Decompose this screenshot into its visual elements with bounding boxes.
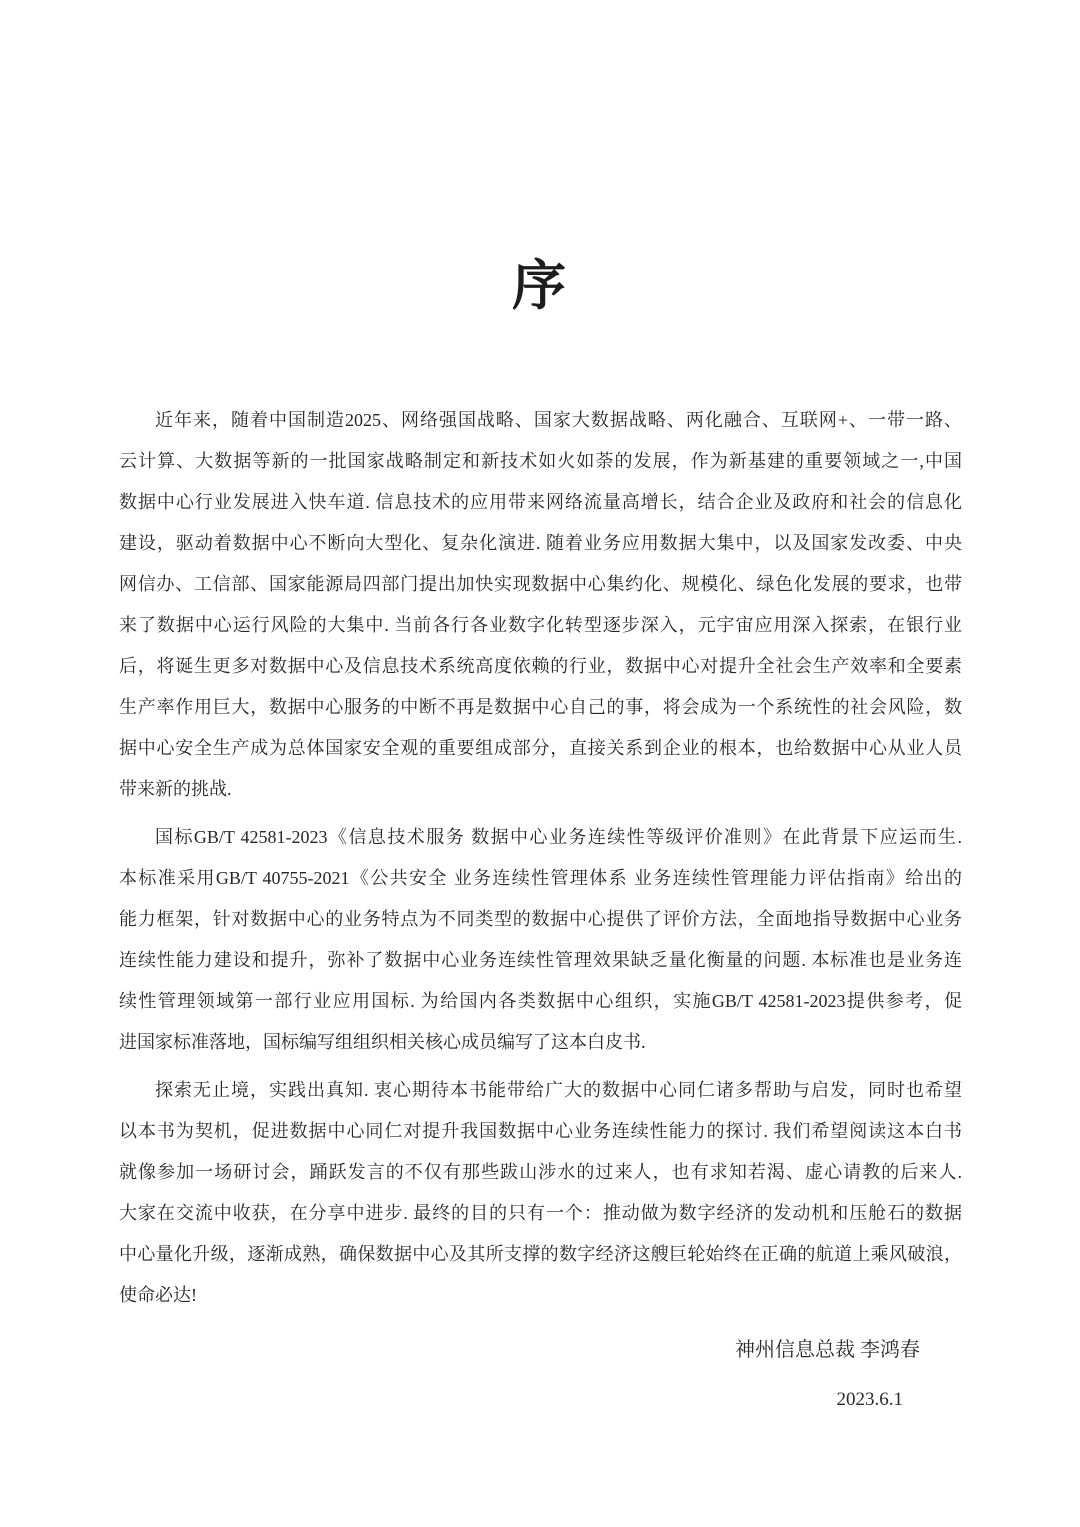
text-line: 近年来，随着中国制造2025、网络强国战略、国家大数据战略、两化融合、互联网+、一带一路、 (155, 410, 962, 430)
date: 2023.6.1 (836, 1389, 903, 1410)
text-line: 建设，驱动着数据中心不断向大型化、复杂化演进. 随着业务应用数据大集中，以及国家发改委、中央 (119, 533, 962, 553)
text-line: 网信办、工信部、国家能源局四部门提出加快实现数据中心集约化、规模化、绿色化发展的要求，也带 (119, 574, 962, 594)
text-line: 后，将诞生更多对数据中心及信息技术系统高度依赖的行业，数据中心对提升全社会生产效率和全要素 (119, 656, 962, 676)
text-line: 数据中心行业发展进入快车道. 信息技术的应用带来网络流量高增长，结合企业及政府和社会的信息化 (119, 492, 962, 512)
text-line: 能力框架，针对数据中心的业务特点为不同类型的数据中心提供了评价方法，全面地指导数据中心业务 (119, 909, 962, 929)
text-line: 带来新的挑战. (119, 779, 232, 799)
text-line: 本标准采用GB/T 40755-2021《公共安全 业务连续性管理体系 业务连续性管理能力评估指南》给出的 (119, 868, 962, 888)
text-line: 续性管理领域第一部行业应用国标. 为给国内各类数据中心组织，实施GB/T 42581-2023提供参考，促 (119, 991, 962, 1011)
paragraph (119, 817, 962, 1063)
signature: 神州信息总裁 李鸿春 (735, 1339, 920, 1361)
text-line: 来了数据中心运行风险的大集中. 当前各行各业数字化转型逐步深入，元宇宙应用深入探索，在银行业 (119, 615, 962, 635)
text-line: 据中心安全生产成为总体国家安全观的重要组成部分，直接关系到企业的根本，也给数据中心从业人员 (119, 738, 962, 758)
paragraph (119, 400, 962, 810)
paragraph (119, 1070, 962, 1316)
text-line: 中心量化升级，逐渐成熟，确保数据中心及其所支撑的数字经济这艘巨轮始终在正确的航道上乘风破浪， (119, 1244, 962, 1264)
preface-body (119, 400, 962, 1323)
text-line: 使命必达! (119, 1285, 197, 1305)
page-title: 序 (512, 256, 568, 316)
text-line: 就像参加一场研讨会，踊跃发言的不仅有那些跋山涉水的过来人，也有求知若渴、虚心请教的后来人. (119, 1162, 962, 1182)
text-line: 以本书为契机，促进数据中心同仁对提升我国数据中心业务连续性能力的探讨. 我们希望阅读这本白书 (119, 1121, 962, 1141)
text-line: 连续性能力建设和提升，弥补了数据中心业务连续性管理效果缺乏量化衡量的问题. 本标准也是业务连 (119, 950, 962, 970)
text-line: 进国家标准落地，国标编写组组织相关核心成员编写了这本白皮书. (119, 1032, 646, 1052)
text-line: 国标GB/T 42581-2023《信息技术服务 数据中心业务连续性等级评价准则》在此背景下应运而生. (155, 827, 962, 847)
signature-block (119, 1330, 962, 1415)
text-line: 云计算、大数据等新的一批国家战略制定和新技术如火如荼的发展，作为新基建的重要领域之一,中国 (119, 451, 962, 471)
text-line: 生产率作用巨大，数据中心服务的中断不再是数据中心自己的事，将会成为一个系统性的社会风险，数 (119, 697, 962, 717)
text-line: 大家在交流中收获，在分享中进步. 最终的目的只有一个：推动做为数字经济的发动机和压舱石的数据 (119, 1203, 962, 1223)
text-line: 探索无止境，实践出真知. 衷心期待本书能带给广大的数据中心同仁诸多帮助与启发，同时也希望 (155, 1080, 962, 1100)
